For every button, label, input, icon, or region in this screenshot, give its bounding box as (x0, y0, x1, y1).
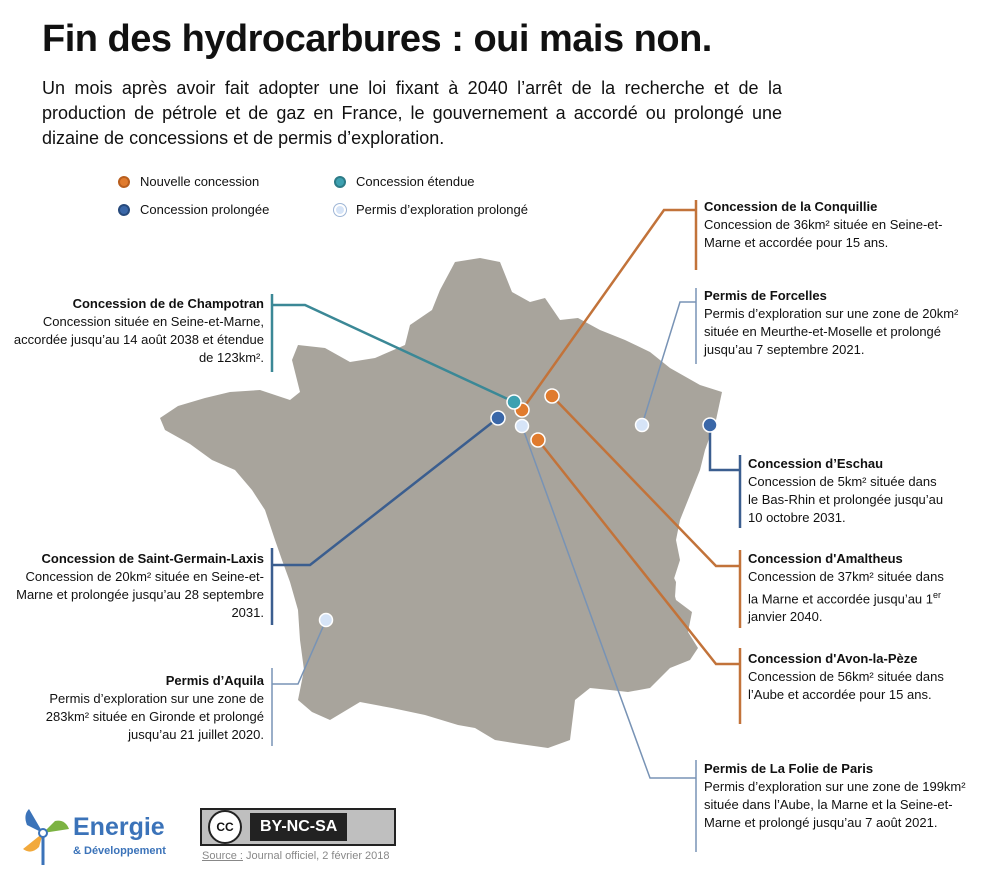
license-label: BY-NC-SA (250, 813, 347, 841)
panel-desc: Permis d’exploration sur une zone de 20km² située en Meurthe-et-Moselle et prolongé jusqu’au 7 septembre 2021. (704, 306, 959, 357)
page-title: Fin des hydrocarbures : oui mais non. (42, 18, 712, 60)
panel-desc: Concession de 37km² située dans la Marne et accordée jusqu’au 1er janvier 2040. (748, 569, 944, 625)
energie-developpement-logo (15, 805, 195, 865)
panel-desc: Concession située en Seine-et-Marne, accordée jusqu’au 14 août 2038 et étendue de 123km². (13, 314, 264, 365)
panel-title: Permis de La Folie de Paris (704, 761, 874, 776)
panel-title: Permis de Forcelles (704, 288, 827, 303)
panel-folie (704, 760, 966, 832)
legend-label: Nouvelle concession (140, 174, 260, 189)
source-note (202, 850, 390, 862)
legend-label: Permis d’exploration prolongé (356, 202, 528, 217)
panel-title: Concession de Saint-Germain-Laxis (41, 551, 264, 566)
intro-paragraph: Un mois après avoir fait adopter une loi fixant à 2040 l’arrêt de la recherche et de la production de pétrole et de gaz en France, le gouvernement a accordé ou prolongé une dizaine de concessions et de permis d’exploration. (42, 78, 782, 148)
panel-saint-germain (12, 550, 264, 622)
panel-desc: Concession de 20km² située en Seine-et-Marne et prolongée jusqu’au 28 septembre 2031. (16, 569, 264, 620)
panel-aquila (12, 672, 264, 744)
marker-folie (516, 420, 529, 433)
marker-champotran (507, 395, 521, 409)
panel-desc: Concession de 56km² située dans l’Aube et accordée pour 15 ans. (748, 669, 944, 702)
connector-eschau (710, 425, 740, 470)
panel-title: Concession de de Champotran (72, 296, 264, 311)
panel-amaltheus (748, 550, 948, 626)
panel-desc: Concession de 36km² située en Seine-et-Marne et accordée pour 15 ans. (704, 217, 943, 250)
panel-title: Concession de la Conquillie (704, 199, 878, 214)
panel-title: Concession d’Eschau (748, 456, 884, 471)
panel-title: Concession d'Avon-la-Pèze (748, 651, 918, 666)
marker-amaltheus (545, 389, 559, 403)
panel-title: Concession d'Amaltheus (748, 551, 903, 566)
panel-avon (748, 650, 948, 704)
panel-conquillie (704, 198, 944, 252)
panel-desc: Concession de 5km² située dans le Bas-Rhin et prolongée jusqu’au 10 octobre 2031. (748, 474, 944, 525)
logo-text-line1: Energie (73, 813, 165, 841)
panel-eschau (748, 455, 948, 527)
logo-text-line2: & Développement (73, 845, 166, 857)
wind-turbine-icon (15, 805, 71, 865)
panel-desc: Permis d’exploration sur une zone de 283km² située en Gironde et prolongé jusqu’au 21 juillet 2020. (45, 691, 264, 742)
marker-eschau (703, 418, 717, 432)
source-text: Journal officiel, 2 février 2018 (242, 850, 390, 862)
license-badge (200, 808, 396, 846)
legend-label: Concession prolongée (140, 202, 270, 217)
panel-champotran (12, 295, 264, 367)
panel-desc: Permis d’exploration sur une zone de 199km² située dans l’Aube, la Marne et la Seine-et-Marne et prolongé jusqu’au 7 août 2021. (704, 779, 966, 830)
panel-title: Permis d’Aquila (165, 673, 264, 688)
marker-saint-germain (491, 411, 505, 425)
legend-label: Concession étendue (356, 174, 475, 189)
marker-aquila (320, 614, 333, 627)
source-label: Source : (202, 850, 243, 862)
marker-avon (531, 433, 545, 447)
cc-icon: CC (208, 810, 242, 844)
panel-forcelles (704, 287, 966, 359)
marker-forcelles (636, 419, 649, 432)
